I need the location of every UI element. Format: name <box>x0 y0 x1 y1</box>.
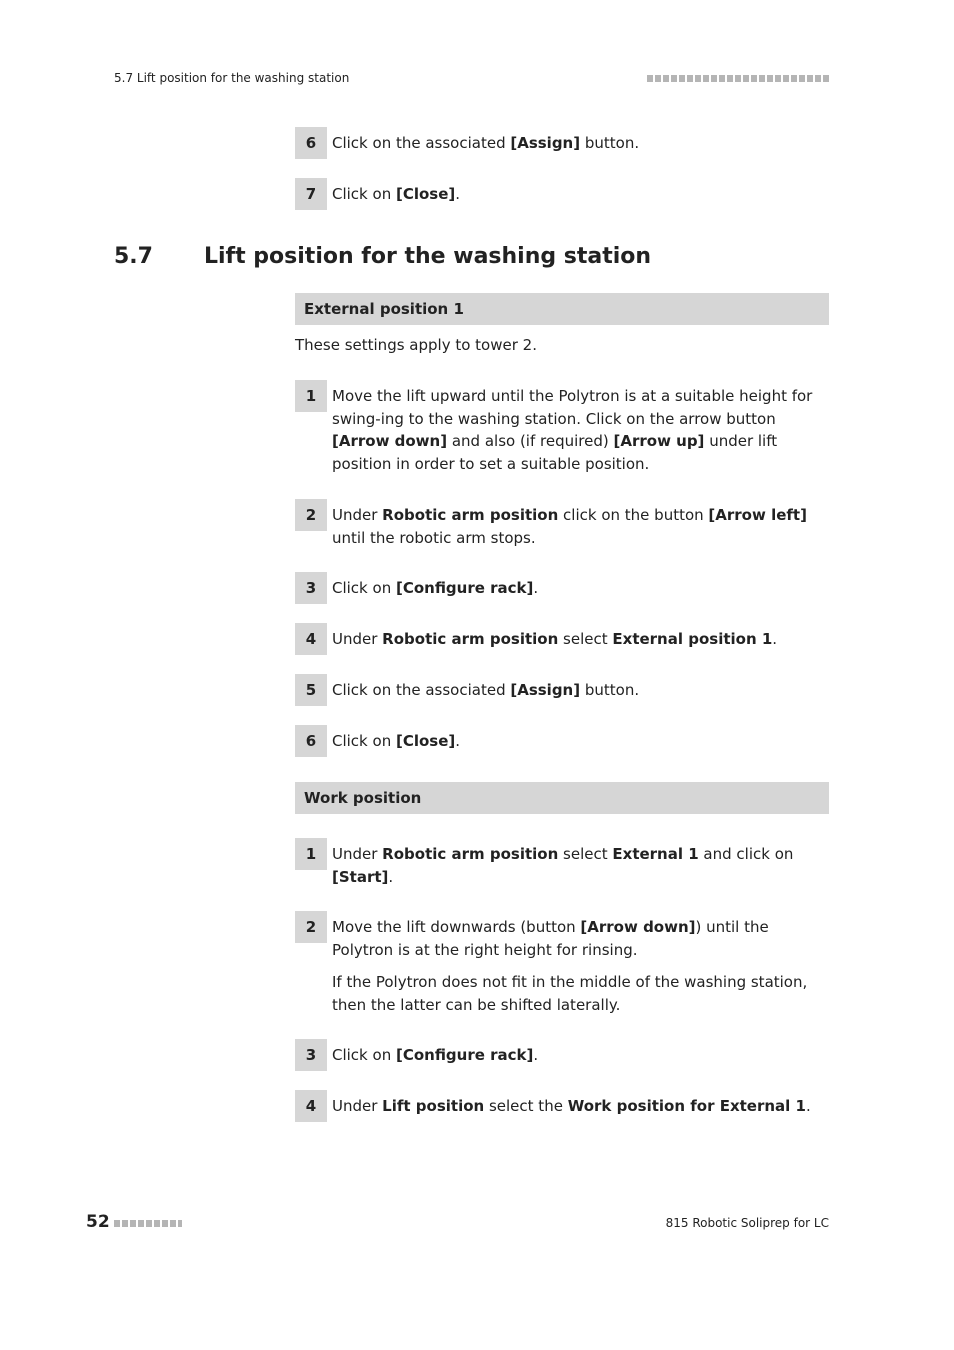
bold-term: Work position for External 1 <box>567 1097 806 1115</box>
text-run: select the <box>484 1097 568 1115</box>
step-text <box>332 843 829 888</box>
step-number: 1 <box>295 838 327 870</box>
text-run: Move the lift downwards (button <box>332 918 581 936</box>
step-number: 4 <box>295 1090 327 1122</box>
text-run: select <box>558 630 613 648</box>
step-main-text <box>332 916 829 961</box>
step-text <box>332 132 829 155</box>
section-title: Lift position for the washing station <box>204 244 652 269</box>
step-number: 3 <box>295 1039 327 1071</box>
page-number: 52 <box>86 1212 110 1232</box>
step-number: 3 <box>295 572 327 604</box>
running-header: 5.7 Lift position for the washing station <box>114 71 350 85</box>
footer-dots <box>114 1220 182 1227</box>
bold-term: [Start] <box>332 867 389 886</box>
text-run: and also (if required) <box>447 432 614 450</box>
bold-term: [Close] <box>395 732 456 750</box>
subheading-external-position: External position 1 <box>295 293 829 325</box>
bold-term: [Configure rack] <box>395 579 534 597</box>
bold-term: Robotic arm position <box>382 506 559 524</box>
text-run: Under <box>332 506 383 524</box>
step-number: 2 <box>295 499 327 531</box>
text-run: button. <box>580 134 640 152</box>
bold-term: [Assign] <box>510 134 581 152</box>
header-dots <box>647 75 829 82</box>
bold-term: [Configure rack] <box>395 1046 534 1064</box>
subheading-work-position: Work position <box>295 782 829 814</box>
step-number: 6 <box>295 127 327 159</box>
text-run: Click on the associated <box>332 134 511 152</box>
text-run: select <box>558 845 613 863</box>
bold-term: Lift position <box>382 1097 485 1115</box>
step-text <box>332 730 829 753</box>
step-number: 2 <box>295 911 327 943</box>
text-run: Click on the associated <box>332 681 511 699</box>
text-run: Move the lift upward until the Polytron is at a suitable height for swing-ing to the washing station. Click on the arrow button <box>332 387 813 428</box>
step-text <box>332 1044 829 1067</box>
step-note: If the Polytron does not fit in the middle of the washing station, then the latter can be shifted laterally. <box>332 973 808 1014</box>
text-run: . <box>533 579 539 597</box>
step-text <box>332 183 829 206</box>
step-text <box>332 679 829 702</box>
bold-term: Robotic arm position <box>382 630 559 648</box>
text-run: Click on <box>332 185 396 203</box>
section-heading <box>114 244 651 269</box>
step-number: 1 <box>295 380 327 412</box>
footer-product-name: 815 Robotic Soliprep for LC <box>665 1216 829 1230</box>
bold-term: External 1 <box>612 845 699 863</box>
text-run: click on the button <box>558 506 709 524</box>
text-run: Click on <box>332 732 396 750</box>
step-number: 6 <box>295 725 327 757</box>
step-number: 7 <box>295 178 327 210</box>
text-run: . <box>388 867 394 886</box>
step-text <box>332 385 829 475</box>
step-text <box>332 577 829 600</box>
step-text <box>332 916 829 1016</box>
step-number: 4 <box>295 623 327 655</box>
text-run: . <box>805 1097 811 1115</box>
step-text <box>332 1095 829 1118</box>
text-run: ) until the Polytron is at the right height for rinsing. <box>332 918 769 959</box>
bold-term: [Assign] <box>510 681 581 699</box>
text-run: Click on <box>332 579 396 597</box>
text-run: button. <box>580 681 640 699</box>
section-number: 5.7 <box>114 244 153 269</box>
text-run: . <box>533 1046 539 1064</box>
text-run: . <box>772 630 778 648</box>
bold-term: [Close] <box>395 185 456 203</box>
bold-term: [Arrow left] <box>708 506 807 524</box>
bold-term: [Arrow down] <box>580 918 696 936</box>
text-run: and click on <box>698 845 794 863</box>
step-number: 5 <box>295 674 327 706</box>
text-run: . <box>455 185 461 203</box>
intro-paragraph: These settings apply to tower 2. <box>295 336 537 354</box>
step-text <box>332 504 829 549</box>
bold-term: [Arrow up] <box>613 432 705 450</box>
step-text <box>332 628 829 651</box>
bold-term: External position 1 <box>612 630 773 648</box>
text-run: . <box>455 732 461 750</box>
bold-term: [Arrow down] <box>332 432 448 450</box>
text-run: Under <box>332 1097 383 1115</box>
text-run: under lift position in order to set a suitable position. <box>332 432 778 473</box>
text-run: Under <box>332 845 383 863</box>
text-run: Under <box>332 630 383 648</box>
text-run: until the robotic arm stops. <box>332 528 536 547</box>
bold-term: Robotic arm position <box>382 845 559 863</box>
text-run: Click on <box>332 1046 396 1064</box>
